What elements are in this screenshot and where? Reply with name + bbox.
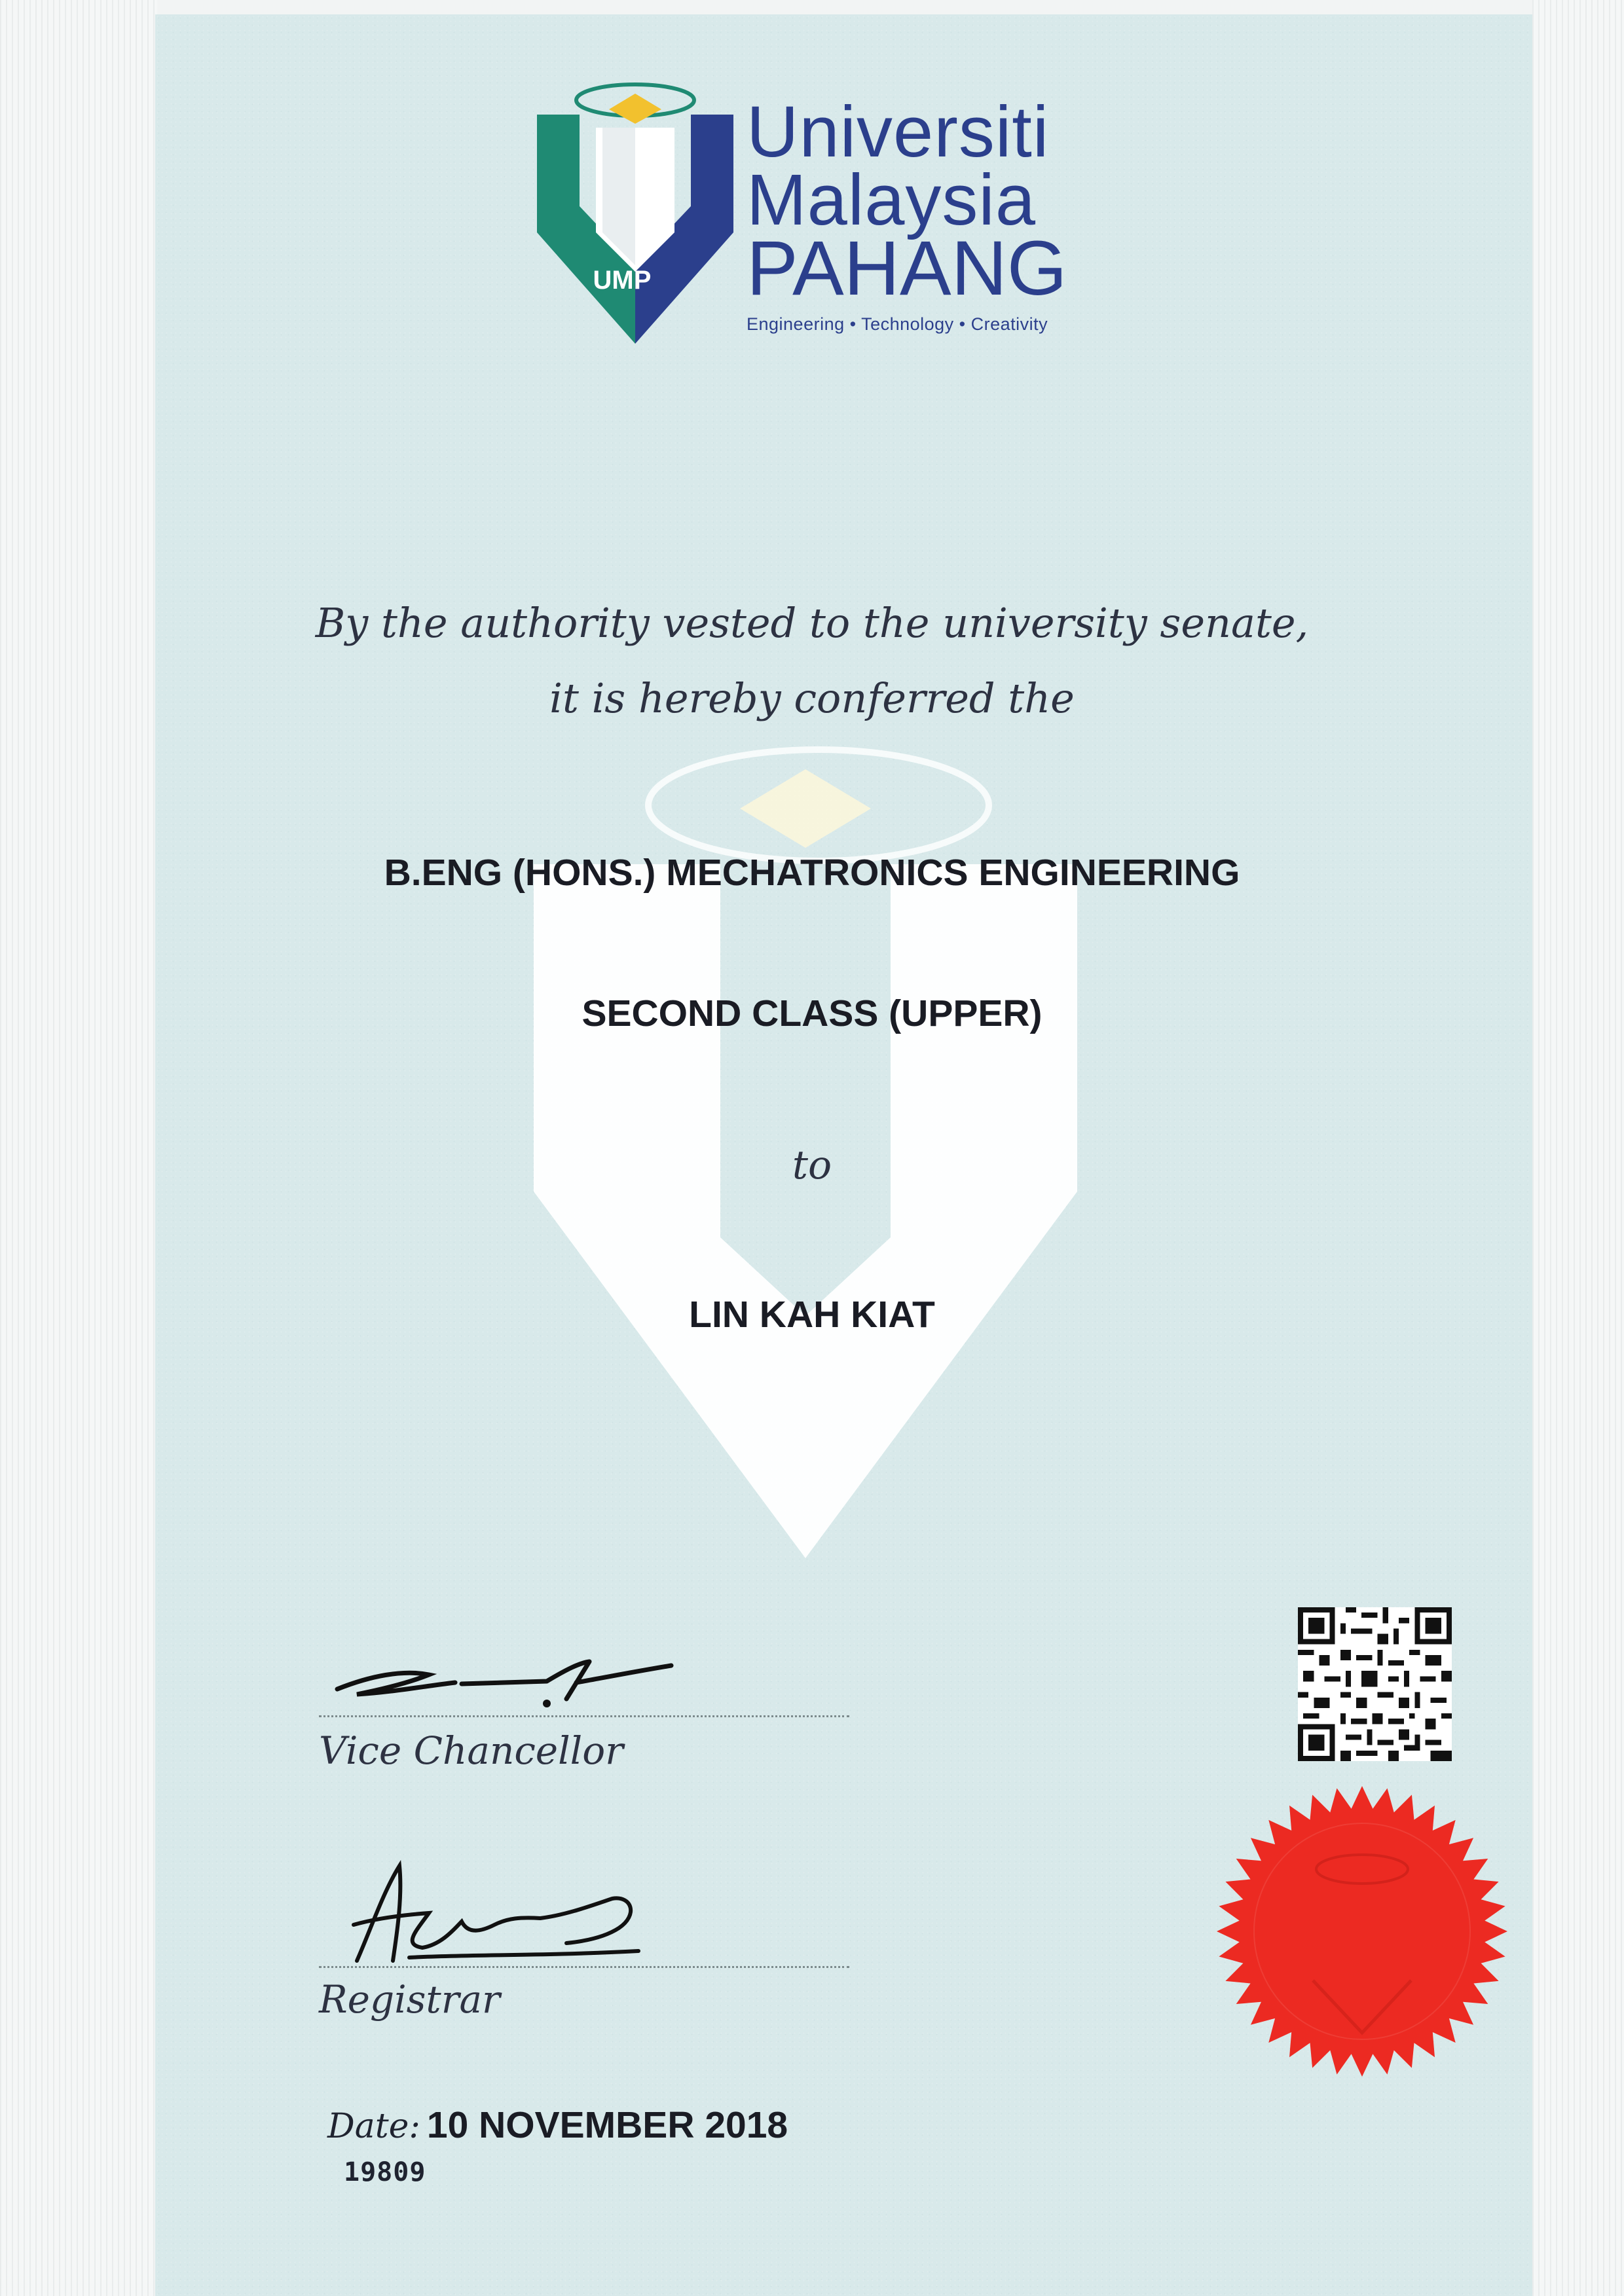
registrar-signature xyxy=(331,1853,697,1971)
university-name xyxy=(747,92,1067,335)
to-word: to xyxy=(792,1142,832,1188)
name-line-1: Universiti xyxy=(747,92,1050,172)
authority-line-1: By the authority vested to the university senate, xyxy=(315,599,1309,647)
name-line-2: Malaysia xyxy=(747,160,1037,240)
degree-title: B.ENG (HONS.) MECHATRONICS ENGINEERING xyxy=(384,852,1240,894)
name-line-3: PAHANG xyxy=(747,225,1067,312)
qr-code-icon xyxy=(1298,1607,1452,1761)
ump-crest-logo xyxy=(537,75,733,350)
red-embossed-seal xyxy=(1215,1784,1509,2079)
authority-line-2: it is hereby conferred the xyxy=(549,674,1075,722)
vice-chancellor-signature-line xyxy=(319,1715,849,1717)
recipient-name: LIN KAH KIAT xyxy=(689,1294,935,1336)
registrar-label: Registrar xyxy=(319,1977,500,2022)
date-label: Date: xyxy=(327,2107,420,2146)
degree-classification: SECOND CLASS (UPPER) xyxy=(581,993,1043,1034)
registrar-signature-line xyxy=(319,1966,849,1968)
logo-text: UMP xyxy=(593,266,652,295)
certificate-serial: 19809 xyxy=(344,2157,426,2187)
date-row xyxy=(327,2104,788,2147)
vice-chancellor-signature xyxy=(331,1643,697,1715)
date-value: 10 NOVEMBER 2018 xyxy=(426,2104,788,2146)
vice-chancellor-label: Vice Chancellor xyxy=(319,1728,623,1773)
tagline: Engineering • Technology • Creativity xyxy=(747,314,1048,334)
